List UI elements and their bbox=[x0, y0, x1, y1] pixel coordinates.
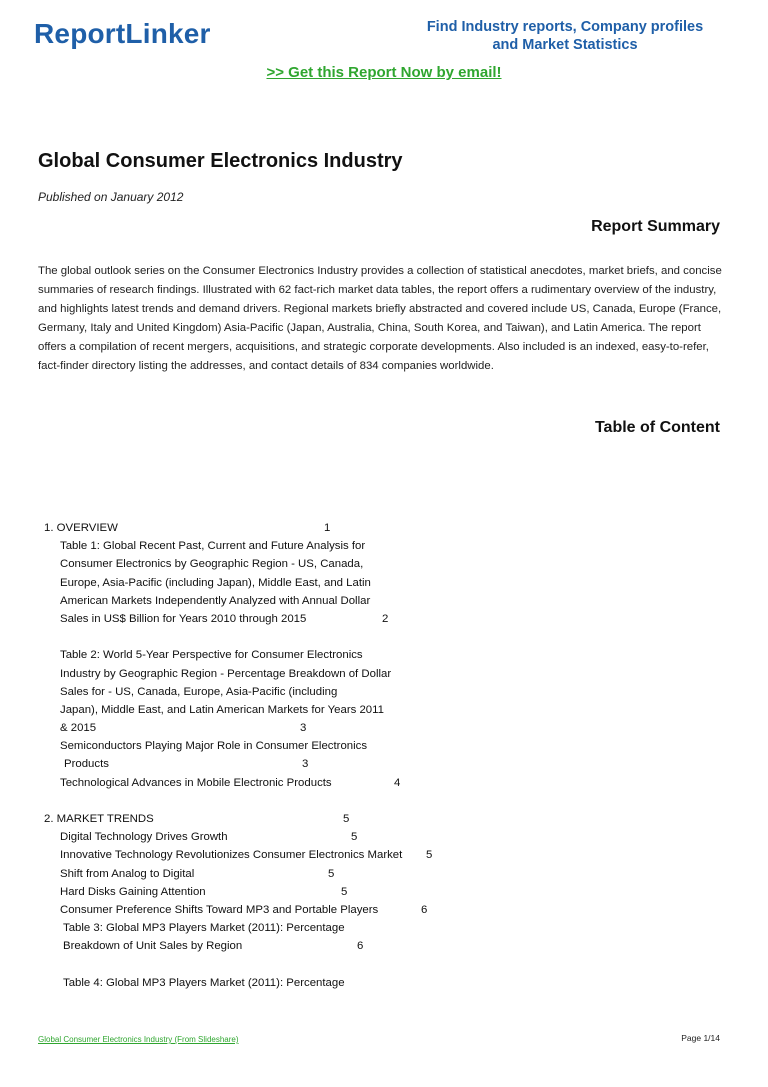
tagline-line-1: Find Industry reports, Company profiles bbox=[426, 19, 704, 35]
table-of-content-heading: Table of Content bbox=[594, 419, 720, 436]
toc-entry bbox=[44, 574, 504, 592]
toc-entry bbox=[44, 883, 504, 901]
toc-entry bbox=[44, 610, 504, 628]
toc-entry-text: Technological Advances in Mobile Electronic Products bbox=[60, 776, 332, 789]
toc-entry bbox=[44, 919, 504, 937]
header-tagline bbox=[400, 18, 730, 54]
report-summary-heading: Report Summary bbox=[591, 218, 720, 235]
toc-entry-page: 3 bbox=[302, 758, 309, 771]
toc-entry-page: 5 bbox=[343, 813, 350, 825]
toc-entry-text: Semiconductors Playing Major Role in Consumer Electronics bbox=[60, 740, 368, 753]
toc-entry bbox=[44, 555, 504, 573]
toc-entry-page: 5 bbox=[426, 849, 433, 862]
toc-spacer bbox=[44, 956, 504, 974]
toc-entry bbox=[44, 774, 504, 792]
toc-entry-text: Industry by Geographic Region - Percentage Breakdown of Dollar bbox=[60, 667, 392, 680]
footer-source-link[interactable]: Global Consumer Electronics Industry (From Slideshare) bbox=[38, 1035, 239, 1044]
toc-entry-text: Consumer Preference Shifts Toward MP3 and Portable Players bbox=[60, 903, 379, 916]
toc-entry-page: 5 bbox=[351, 831, 358, 844]
toc-entry bbox=[44, 846, 504, 864]
toc-entry bbox=[44, 701, 504, 719]
toc-entry-text: Sales in US$ Billion for Years 2010 through 2015 bbox=[60, 612, 307, 625]
toc-spacer bbox=[44, 792, 504, 810]
toc-entry-text: Consumer Electronics by Geographic Region - US, Canada, bbox=[60, 558, 364, 571]
toc-entry-text: Hard Disks Gaining Attention bbox=[60, 885, 206, 898]
toc-entry-text: Products bbox=[64, 758, 109, 771]
tagline-line-2: and Market Statistics bbox=[492, 37, 638, 53]
toc-entry-page: 1 bbox=[324, 522, 331, 534]
toc-entry-text: 1. OVERVIEW bbox=[44, 522, 118, 534]
footer-page-indicator: Page 1/14 bbox=[681, 1033, 720, 1043]
toc-entry-text: Shift from Analog to Digital bbox=[60, 867, 195, 880]
toc-entry-text: Sales for - US, Canada, Europe, Asia-Pacific (including bbox=[60, 685, 338, 698]
toc-entry bbox=[44, 810, 504, 828]
report-summary-text: The global outlook series on the Consumer Electronics Industry provides a collection of statistical anecdotes, market briefs, and concise summaries of research findings. Illustrated with 62 fact-rich market data tables, the report offers a rudimentary overview of the industry, and highlights latest trends and demand drivers. Regional markets briefly abstracted and covered include US, Canada, Europe (France, Germany, Italy and United Kingdom) Asia-Pacific (Japan, Australia, China, South Korea, and Taiwan), and Latin America. The report offers a compilation of recent mergers, acquisitions, and strategic corporate developments. Also included is an indexed, easy-to-refer, fact-finder directory listing the addresses, and contact details of 834 companies worldwide. bbox=[38, 265, 722, 372]
toc-entry bbox=[44, 519, 504, 537]
toc-entry bbox=[44, 865, 504, 883]
toc-entry-page: 6 bbox=[421, 903, 428, 916]
toc-entry-text: 2. MARKET TRENDS bbox=[44, 813, 154, 825]
toc-entry-text: Table 3: Global MP3 Players Market (2011): Percentage bbox=[63, 922, 345, 935]
toc-entry bbox=[44, 592, 504, 610]
toc-entry-text: Japan), Middle East, and Latin American Markets for Years 2011 bbox=[60, 703, 384, 716]
toc-entry bbox=[44, 737, 504, 755]
toc-entry-page: 5 bbox=[328, 867, 335, 880]
toc-entry-text: Digital Technology Drives Growth bbox=[60, 831, 228, 844]
toc-entry bbox=[44, 537, 504, 555]
published-date: Published on January 2012 bbox=[38, 190, 184, 204]
toc-entry bbox=[44, 828, 504, 846]
toc-entry-text: Innovative Technology Revolutionizes Consumer Electronics Market bbox=[60, 849, 403, 862]
reportlinker-logo[interactable]: ReportLinker bbox=[34, 18, 211, 49]
toc-entry-page: 3 bbox=[300, 722, 307, 735]
toc-entry-text: & 2015 bbox=[60, 722, 97, 735]
table-of-content bbox=[44, 519, 504, 992]
toc-entry bbox=[44, 755, 504, 773]
toc-entry-text: Breakdown of Unit Sales by Region bbox=[63, 940, 243, 953]
toc-entry-text: Table 4: Global MP3 Players Market (2011): Percentage bbox=[63, 976, 345, 989]
toc-entry bbox=[44, 665, 504, 683]
document-title: Global Consumer Electronics Industry bbox=[38, 150, 403, 172]
get-report-link[interactable]: >> Get this Report Now by email! bbox=[266, 64, 502, 81]
toc-entry-text: American Markets Independently Analyzed with Annual Dollar bbox=[60, 594, 371, 607]
toc-entry bbox=[44, 719, 504, 737]
toc-entry bbox=[44, 646, 504, 664]
toc-entry bbox=[44, 901, 504, 919]
toc-entry-page: 2 bbox=[382, 612, 389, 625]
toc-entry bbox=[44, 683, 504, 701]
toc-entry bbox=[44, 937, 504, 955]
toc-entry-page: 4 bbox=[394, 776, 401, 789]
toc-entry-text: Table 1: Global Recent Past, Current and Future Analysis for bbox=[60, 540, 366, 553]
toc-entry-page: 5 bbox=[341, 885, 348, 898]
toc-entry-text: Table 2: World 5-Year Perspective for Consumer Electronics bbox=[60, 649, 363, 662]
toc-entry-page: 6 bbox=[357, 940, 364, 953]
toc-spacer bbox=[44, 628, 504, 646]
toc-entry-text: Europe, Asia-Pacific (including Japan), Middle East, and Latin bbox=[60, 576, 371, 589]
toc-entry bbox=[44, 974, 504, 992]
